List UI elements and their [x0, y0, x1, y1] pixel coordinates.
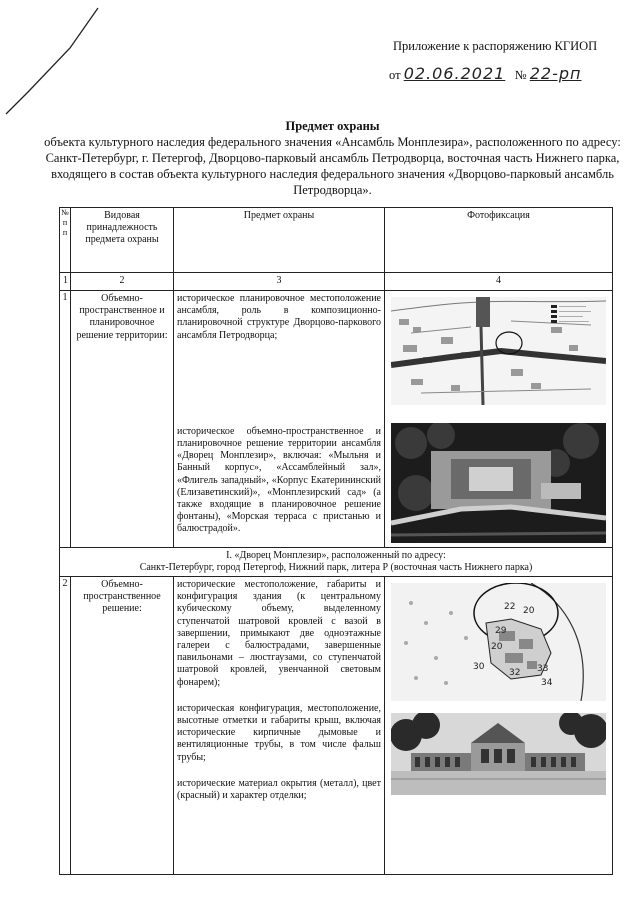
title-body: объекта культурного наследия федерального значения «Ансамбль Монплезира», расположенного по адресу: Санкт-Петербург, г. Петергоф, Дворцово-парковый ансамбль Петродворца, восточная часть Нижнего парка, входящего в состав объекта культурного наследия федерального значения «Дворцово-парковый ансамбль Петродворца».: [44, 135, 621, 197]
map-label: 20: [491, 642, 503, 652]
map-label: 34: [541, 678, 553, 688]
header-photo: Фотофиксация: [385, 208, 613, 273]
map-label: 32: [509, 668, 521, 678]
section-heading: [60, 548, 613, 577]
order-number: 22-рп: [529, 64, 582, 83]
map-label: 33: [537, 664, 549, 674]
row-photos: [385, 577, 613, 875]
table-header-row: [60, 208, 613, 273]
row-number: 1: [60, 291, 71, 548]
row-subject: [174, 577, 385, 875]
palace-photo-image: [391, 713, 606, 795]
map-label: 22: [504, 602, 516, 612]
order-number-label: №: [514, 68, 527, 82]
table-row: [60, 577, 613, 875]
site-plan-image: [391, 297, 606, 405]
title-heading: Предмет охраны: [285, 119, 380, 133]
subject-text: историческая конфигурация, местоположение, высотные отметки и габариты крыш, включая исторические кирпичные дымовые и вентиляционные трубы, в том числе фальш трубы;: [177, 702, 381, 763]
order-line: [389, 64, 581, 83]
row-subject: [174, 291, 385, 548]
row-type: Объемно-пространственное и планировочное решение территории:: [71, 291, 174, 548]
map-label: 30: [473, 662, 485, 672]
row-photos: [385, 291, 613, 548]
header-subject: Предмет охраны: [174, 208, 385, 273]
column-number-row: [60, 273, 613, 291]
document-title: [40, 118, 625, 198]
pen-stroke-mark: [0, 0, 110, 120]
col-number: 2: [71, 273, 174, 291]
header-type: Видовая принадлежность предмета охраны: [71, 208, 174, 273]
section-line: Санкт-Петербург, город Петергоф, Нижний парк, литера Р (восточная часть Нижнего парка): [139, 562, 533, 573]
map-label: 29: [495, 626, 507, 636]
map-label: 20: [523, 606, 535, 616]
subject-text: исторические материал окрытия (металл), цвет (красный) и характер отделки;: [177, 777, 381, 802]
order-date: 02.06.2021: [403, 64, 506, 83]
row-type: Объемно-пространственное решение:: [71, 577, 174, 875]
col-number: 3: [174, 273, 385, 291]
section-row: [60, 548, 613, 577]
table-row: [60, 291, 613, 548]
section-line: I. «Дворец Монплезир», расположенный по адресу:: [226, 550, 446, 561]
aerial-photo-image: [391, 423, 606, 543]
building-plan-image: [391, 583, 606, 701]
subject-text: исторические местоположение, габариты и конфигурация здания (к центральному кубическому объему, выделенному ступенчатой шатровой кровлей с вазой в завершении, примыкают две одноэтажные галереи с балюстрадами, завершенные павильонами – люстгаузами, со ступенчатой шатровой кровлей, увенчанной световым фонарем);: [177, 579, 381, 688]
protection-table: [59, 207, 613, 875]
subject-text: историческое объемно-пространственное и планировочное решение территории ансамбля «Дворец Монплезир», включая: «Мыльня и Банный корпус», «Ассамблейный зал», «Флигель западный», «Корпус Екатерининский (Елизаветинский)», «Монплезирский сад» (а также входящие в планировочное решение фонтаны), «Морская терраса с пристанью и балюстрадой».: [177, 425, 381, 535]
row-number: 2: [60, 577, 71, 875]
subject-text: историческое планировочное местоположение ансамбля, роль в композиционно-планировочной структуре Дворцово-паркового ансамбля Петродворца;: [177, 293, 381, 341]
col-number: 4: [385, 273, 613, 291]
order-prefix: от: [389, 68, 401, 82]
appendix-label: Приложение к распоряжению КГИОП: [393, 39, 598, 53]
header-num: № п п: [60, 208, 71, 273]
col-number: 1: [60, 273, 71, 291]
